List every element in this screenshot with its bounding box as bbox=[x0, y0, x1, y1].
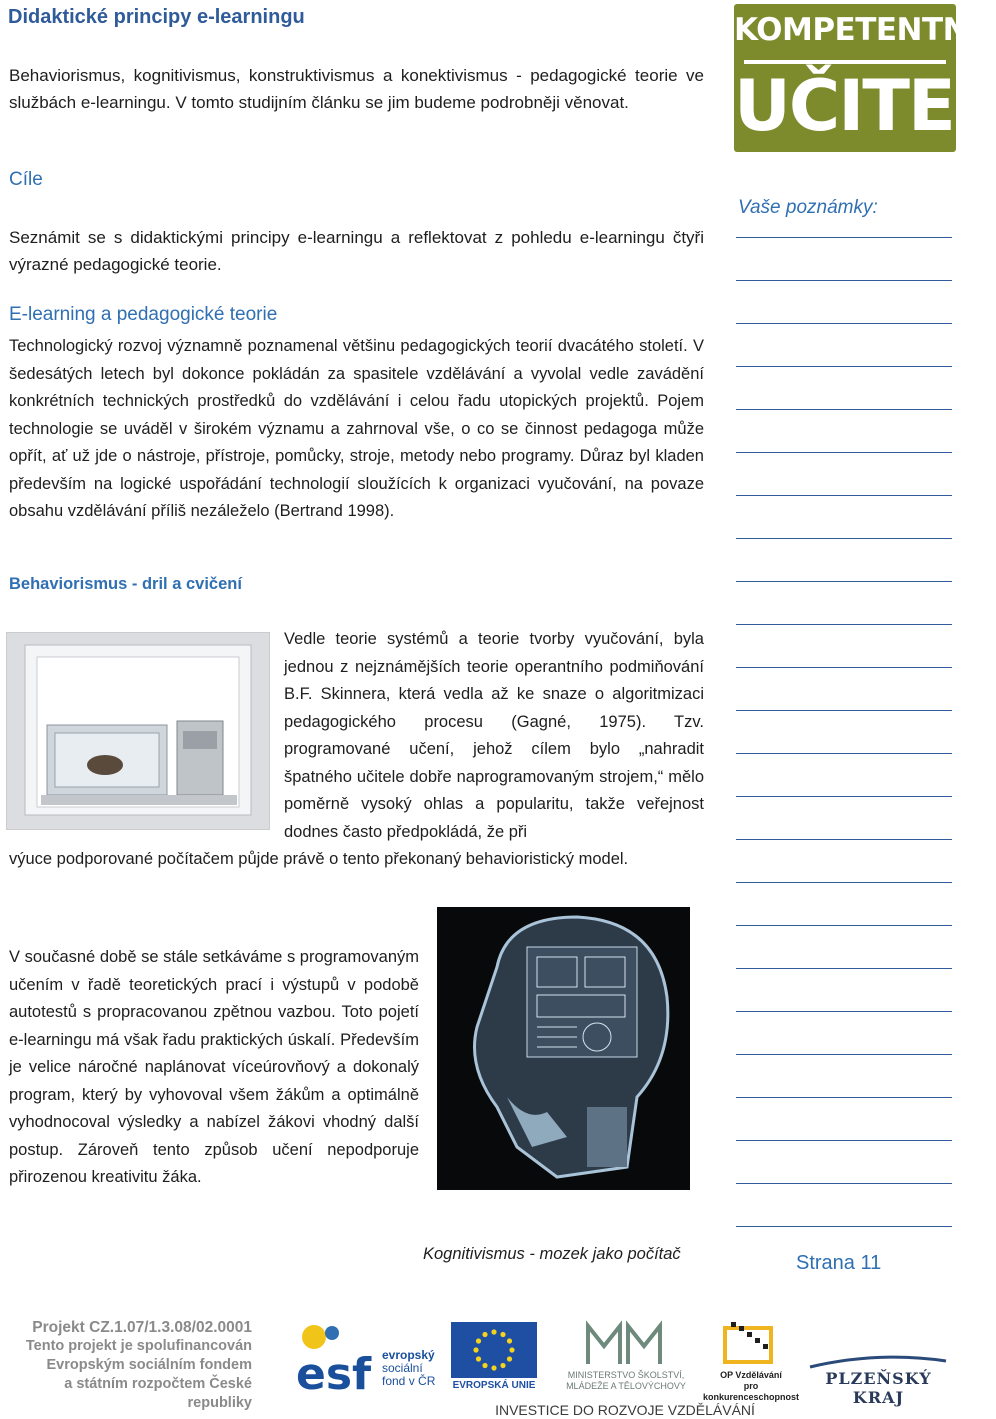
goals-paragraph: Seznámit se s didaktickými principy e-learningu a reflektovat z pohledu e-learningu čtyři výrazné pedagogické teorie. bbox=[9, 228, 704, 274]
elearning-paragraph: Technologický rozvoj významně poznamenal většinu pedagogických teorií dvacátého století. V šedesátých letech byl dokonce pokládán za spasitele vzdělávání a vyvolal vedle zavádění konkrétních technických prostředků do vzdělávání i celou řadu utopických projektů. Pojem technologie se uváděl v širokém významu a zahrnoval vše, o co se činnost pedagoga může opřít, ať už jde o nástroje, přístroje, pomůcky, stroje, metody nebo programy. Důraz byl kladen především na logické uspořádání technologií sloužících k organizaci vyučování, na povaze obsahu vzdělávání příliš nezáleželo (Bertrand 1998). bbox=[9, 337, 704, 520]
note-line[interactable] bbox=[736, 1226, 952, 1227]
note-line[interactable] bbox=[736, 495, 952, 496]
note-line[interactable] bbox=[736, 624, 952, 625]
elearning-heading: E-learning a pedagogické teorie bbox=[9, 304, 278, 325]
esf-logo bbox=[294, 1323, 446, 1400]
note-line[interactable] bbox=[736, 796, 952, 797]
kompetentni-ucitel-logo bbox=[734, 4, 996, 152]
skinner-box-image bbox=[6, 632, 270, 830]
plzensky-kraj-logo bbox=[806, 1355, 951, 1407]
footer-project-line4: a státním rozpočtem České republiky bbox=[64, 1376, 252, 1411]
footer-project-info bbox=[4, 1318, 252, 1413]
note-line[interactable] bbox=[736, 667, 952, 668]
note-line[interactable] bbox=[736, 538, 952, 539]
note-line[interactable] bbox=[736, 581, 952, 582]
note-line[interactable] bbox=[736, 452, 952, 453]
note-line[interactable] bbox=[736, 1140, 952, 1141]
logo-line1: KOMPETENTNÍ bbox=[734, 12, 980, 48]
footer-project-line2: Tento projekt je spolufinancován bbox=[25, 1338, 252, 1354]
esf-text-3: fond v ČR bbox=[382, 1374, 436, 1388]
footer-project-line3: Evropským sociálním fondem bbox=[46, 1357, 252, 1373]
note-line[interactable] bbox=[736, 280, 952, 281]
behaviorism-side-paragraph: Vedle teorie systémů a teorie tvorby vyučování, byla jednou z nejznámějších teorie operantního podmiňování B.F. Skinnera, která vedla až ke snaze o algoritmizaci pedagogického procesu (Gagné, 1975). Tzv. programované učení, jehož cílem bylo „nahradit špatného učitele dobře naprogramovaným strojem,“ mělo poměrně vysoký ohlas a popularitu, takže veřejnost dodnes často předpokládá, že při bbox=[284, 630, 704, 841]
logo-line2: UČITEL bbox=[734, 65, 996, 147]
behaviorism-full-paragraph: výuce podporované počítačem půjde právě o tento překonaný behavioristický model. bbox=[9, 850, 629, 868]
esf-mark bbox=[294, 1323, 382, 1400]
page-number: Strana 11 bbox=[796, 1252, 882, 1274]
op-vk-text-1: OP Vzdělávání bbox=[720, 1370, 782, 1380]
note-line[interactable] bbox=[736, 1183, 952, 1184]
kraj-swoosh-icon bbox=[808, 1355, 948, 1369]
esf-text-1: evropský bbox=[382, 1348, 435, 1362]
op-vk-logo bbox=[701, 1320, 801, 1402]
goals-heading: Cíle bbox=[9, 169, 43, 190]
op-vk-text-2: pro konkurenceschopnost bbox=[702, 1381, 800, 1402]
skinner-box-illustration bbox=[7, 633, 269, 829]
note-line[interactable] bbox=[736, 237, 952, 238]
svg-text:esf: esf bbox=[296, 1349, 372, 1400]
note-line[interactable] bbox=[736, 1011, 952, 1012]
eu-logo bbox=[451, 1322, 539, 1394]
xray-illustration bbox=[437, 907, 690, 1190]
note-line[interactable] bbox=[736, 409, 952, 410]
note-line[interactable] bbox=[736, 839, 952, 840]
notes-label: Vaše poznámky: bbox=[738, 197, 878, 218]
note-line[interactable] bbox=[736, 753, 952, 754]
investice-slogan: INVESTICE DO ROZVOJE VZDĚLÁVÁNÍ bbox=[495, 1402, 755, 1418]
eu-flag-icon bbox=[451, 1322, 537, 1378]
note-line[interactable] bbox=[736, 882, 952, 883]
msmt-text-1: MINISTERSTVO ŠKOLSTVÍ, bbox=[567, 1370, 685, 1380]
footer-project-line1: Projekt CZ.1.07/1.3.08/02.0001 bbox=[32, 1319, 252, 1336]
op-vk-mark-icon bbox=[721, 1320, 777, 1368]
msmt-mark-icon bbox=[584, 1320, 664, 1368]
behaviorism-heading: Behaviorismus - dril a cvičení bbox=[9, 575, 242, 593]
xray-head-image bbox=[437, 907, 690, 1190]
msmt-text-2: MLÁDEŽE A TĚLOVÝCHOVY bbox=[566, 1381, 686, 1391]
intro-paragraph: Behaviorismus, kognitivismus, konstruktivismus a konektivismus - pedagogické teorie ve službách e-learningu. V tomto studijním článku se jim budeme podrobněji věnovat. bbox=[9, 66, 704, 112]
note-line[interactable] bbox=[736, 366, 952, 367]
present-paragraph: V současné době se stále setkáváme s programovaným učením v řadě teoretických prací i výstupů v podobě autotestů s propracovanou zpětnou vazbou. Toto pojetí e-learningu má však řadu praktických úskalí. Především je velice náročné naplánovat víceúrovňový a dokonalý program, který by vyhovoval všem žákům a optimálně vyhodnocoval výsledky a nabízel žákovi vhodný další postup. Zároveň tento způsob učení nepodporuje přirozenou kreativitu žáka. bbox=[9, 948, 419, 1186]
esf-text-2: sociální bbox=[382, 1361, 423, 1375]
note-line[interactable] bbox=[736, 968, 952, 969]
kraj-text: PLZEŇSKÝ KRAJ bbox=[825, 1369, 932, 1407]
logo-divider bbox=[744, 60, 946, 64]
page-title: Didaktické principy e-learningu bbox=[8, 6, 305, 28]
eu-text: EVROPSKÁ UNIE bbox=[452, 1380, 536, 1391]
msmt-logo bbox=[556, 1320, 696, 1394]
note-line[interactable] bbox=[736, 1097, 952, 1098]
note-line[interactable] bbox=[736, 323, 952, 324]
note-line[interactable] bbox=[736, 710, 952, 711]
note-line[interactable] bbox=[736, 925, 952, 926]
cognitivism-caption: Kognitivismus - mozek jako počítač bbox=[423, 1245, 681, 1263]
note-line[interactable] bbox=[736, 1054, 952, 1055]
